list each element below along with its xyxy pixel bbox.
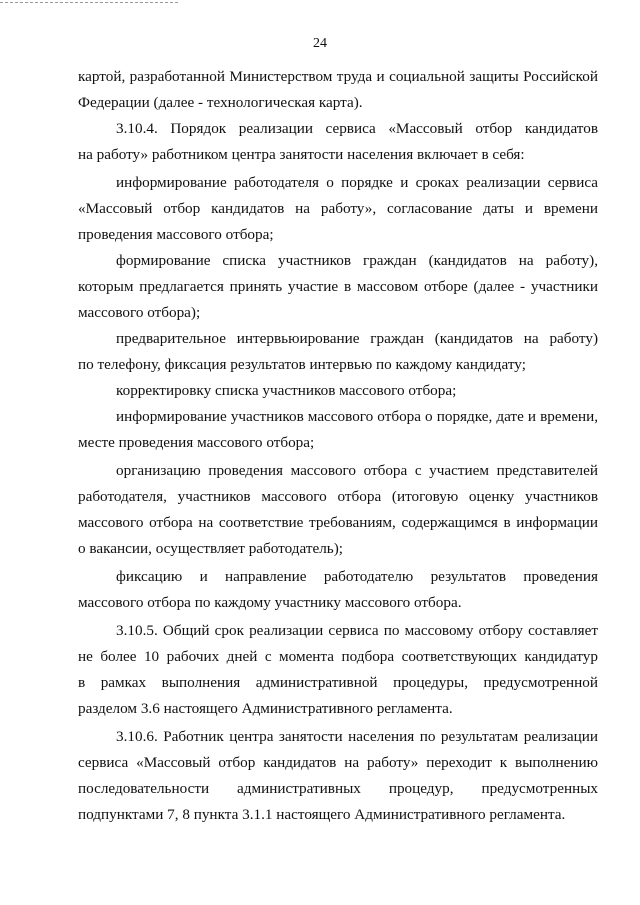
text-line: на работу» работником центра занятости населения включает в себя:: [78, 146, 525, 163]
text-line: массового отбора на соответствие требованиям, содержащимся в информации: [78, 514, 598, 531]
scan-top-rule: [0, 2, 178, 4]
paragraph-3-10-4-start: 3.10.4. Порядок реализации сервиса «Массовый отбор кандидатов: [116, 120, 598, 137]
text-line: месте проведения массового отбора;: [78, 434, 315, 451]
text-line: разделом 3.6 настоящего Административного регламента.: [78, 700, 453, 717]
text-line: массового отбора по каждому участнику массового отбора.: [78, 594, 462, 611]
text-line: по телефону, фиксация результатов интервью по каждому кандидату;: [78, 356, 526, 373]
text-line: которым предлагается принять участие в массовом отборе (далее - участники: [78, 278, 598, 295]
text-line: массового отбора);: [78, 304, 201, 321]
list-item-start: формирование списка участников граждан (кандидатов на работу),: [116, 252, 598, 269]
text-line: картой, разработанной Министерством труда и социальной защиты Российской: [78, 68, 598, 85]
text-line: сервиса «Массовый отбор кандидатов на работу» переходит к выполнению: [78, 754, 598, 771]
text-line: последовательности административных процедур, предусмотренных: [78, 780, 598, 797]
text-line: подпунктами 7, 8 пункта 3.1.1 настоящего Административного регламента.: [78, 806, 566, 823]
text-line: проведения массового отбора;: [78, 226, 274, 243]
list-item-start: информирование работодателя о порядке и сроках реализации сервиса: [116, 174, 598, 191]
list-item-start: информирование участников массового отбора о порядке, дате и времени,: [116, 408, 598, 425]
text-line: в рамках выполнения административной процедуры, предусмотренной: [78, 674, 598, 691]
list-item-start: предварительное интервьюирование граждан (кандидатов на работу): [116, 330, 598, 347]
paragraph-3-10-6-start: 3.10.6. Работник центра занятости населения по результатам реализации: [116, 728, 598, 745]
list-item-start: корректировку списка участников массового отбора;: [116, 382, 457, 399]
document-body: [78, 64, 598, 828]
list-item-start: организацию проведения массового отбора с участием представителей: [116, 462, 598, 479]
page-number: 24: [313, 36, 327, 51]
text-line: о вакансии, осуществляет работодатель);: [78, 540, 344, 557]
text-line: работодателя, участников массового отбора (итоговую оценку участников: [78, 488, 598, 505]
text-line: Федерации (далее - технологическая карта).: [78, 94, 363, 111]
text-line: «Массовый отбор кандидатов на работу», согласование даты и времени: [78, 200, 598, 217]
text-line: не более 10 рабочих дней с момента подбора соответствующих кандидатур: [78, 648, 598, 665]
paragraph-3-10-5-start: 3.10.5. Общий срок реализации сервиса по массовому отбору составляет: [116, 622, 598, 639]
list-item-start: фиксацию и направление работодателю результатов проведения: [116, 568, 598, 585]
